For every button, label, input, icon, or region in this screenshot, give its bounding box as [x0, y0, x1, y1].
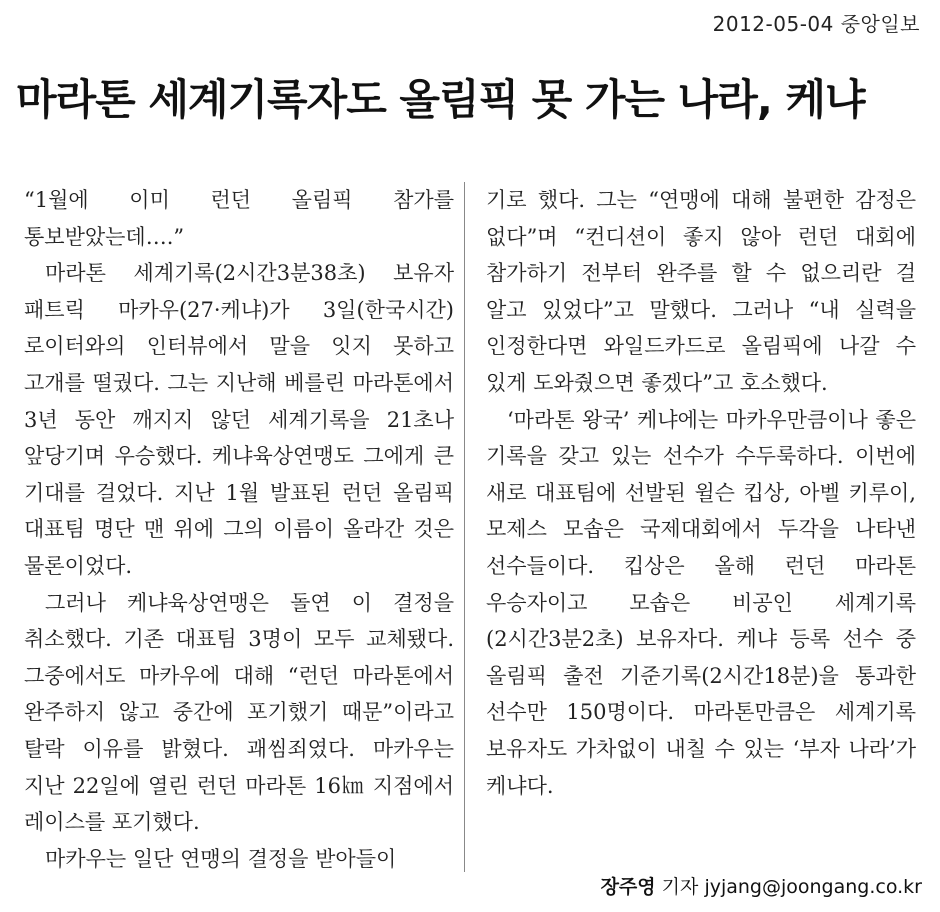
- reporter-title: 기자: [661, 876, 699, 898]
- reporter-email: jyjang@joongang.co.kr: [704, 876, 922, 898]
- article-paragraph: 그러나 케냐육상연맹은 돌연 이 결정을 취소했다. 기존 대표팀 3명이 모두 교체됐다. 그중에서도 마카우에 대해 “런던 마라톤에서 완주하지 않고 중간에 포기했기 때문”이라고 탈락 이유를 밝혔다. 괘씸죄였다. 마카우는 지난 22일에 열린 런던 마라톤 16㎞ 지점에서 레이스를 포기했다.: [24, 590, 454, 835]
- dateline: 2012-05-04 중앙일보: [712, 12, 920, 36]
- article-paragraph: “1월에 이미 런던 올림픽 참가를 통보받았는데….”: [24, 188, 454, 249]
- reporter-name: 장주영: [600, 876, 656, 898]
- article-paragraph: 마카우는 일단 연맹의 결정을 받아들이: [45, 846, 397, 871]
- article-paragraph: 기로 했다. 그는 “연맹에 대해 불편한 감정은 없다”며 “컨디션이 좋지 않아 런던 대회에 참가하기 전부터 완주를 할 수 없으리란 걸 알고 있었다”고 말했다. 그러나 “내 실력을 인정한다면 와일드카드로 올림픽에 나갈 수 있게 도와줬으면 좋겠다”고 호소했다.: [486, 188, 916, 395]
- article-paragraph: 마라톤 세계기록(2시간3분38초) 보유자 패트릭 마카우(27·케냐)가 3일(한국시간) 로이터와의 인터뷰에서 말을 잇지 못하고 고개를 떨궜다. 그는 지난해 베를린 마라톤에서 3년 동안 깨지지 않던 세계기록을 21초나 앞당기며 우승했다. 케냐육상연맹도 그에게 큰 기대를 걸었다. 지난 1월 발표된 런던 올림픽 대표팀 명단 맨 위에 그의 이름이 올라간 것은 물론이었다.: [24, 261, 454, 578]
- article-paragraph: ‘마라톤 왕국’ 케냐에는 마카우만큼이나 좋은 기록을 갖고 있는 선수가 수두룩하다. 이번에 새로 대표팀에 선발된 윌슨 킵상, 아벨 키루이, 모제스 모솝은 국제대회에서 두각을 나타낸 선수들이다. 킵상은 올해 런던 마라톤 우승자이고 모솝은 비공인 세계기록(2시간3분2초) 보유자다. 케냐 등록 선수 중 올림픽 출전 기준기록(2시간18분)을 통과한 선수만 150명이다. 마라톤만큼은 세계기록 보유자도 가차없이 내칠 수 있는 ‘부자 나라’가 케냐다.: [486, 407, 916, 798]
- article-column-left: [24, 182, 454, 877]
- byline: [601, 872, 922, 899]
- column-divider: [464, 182, 465, 872]
- article-column-right: [486, 182, 916, 804]
- headline: 마라톤 세계기록자도 올림픽 못 가는 나라, 케냐: [16, 75, 865, 124]
